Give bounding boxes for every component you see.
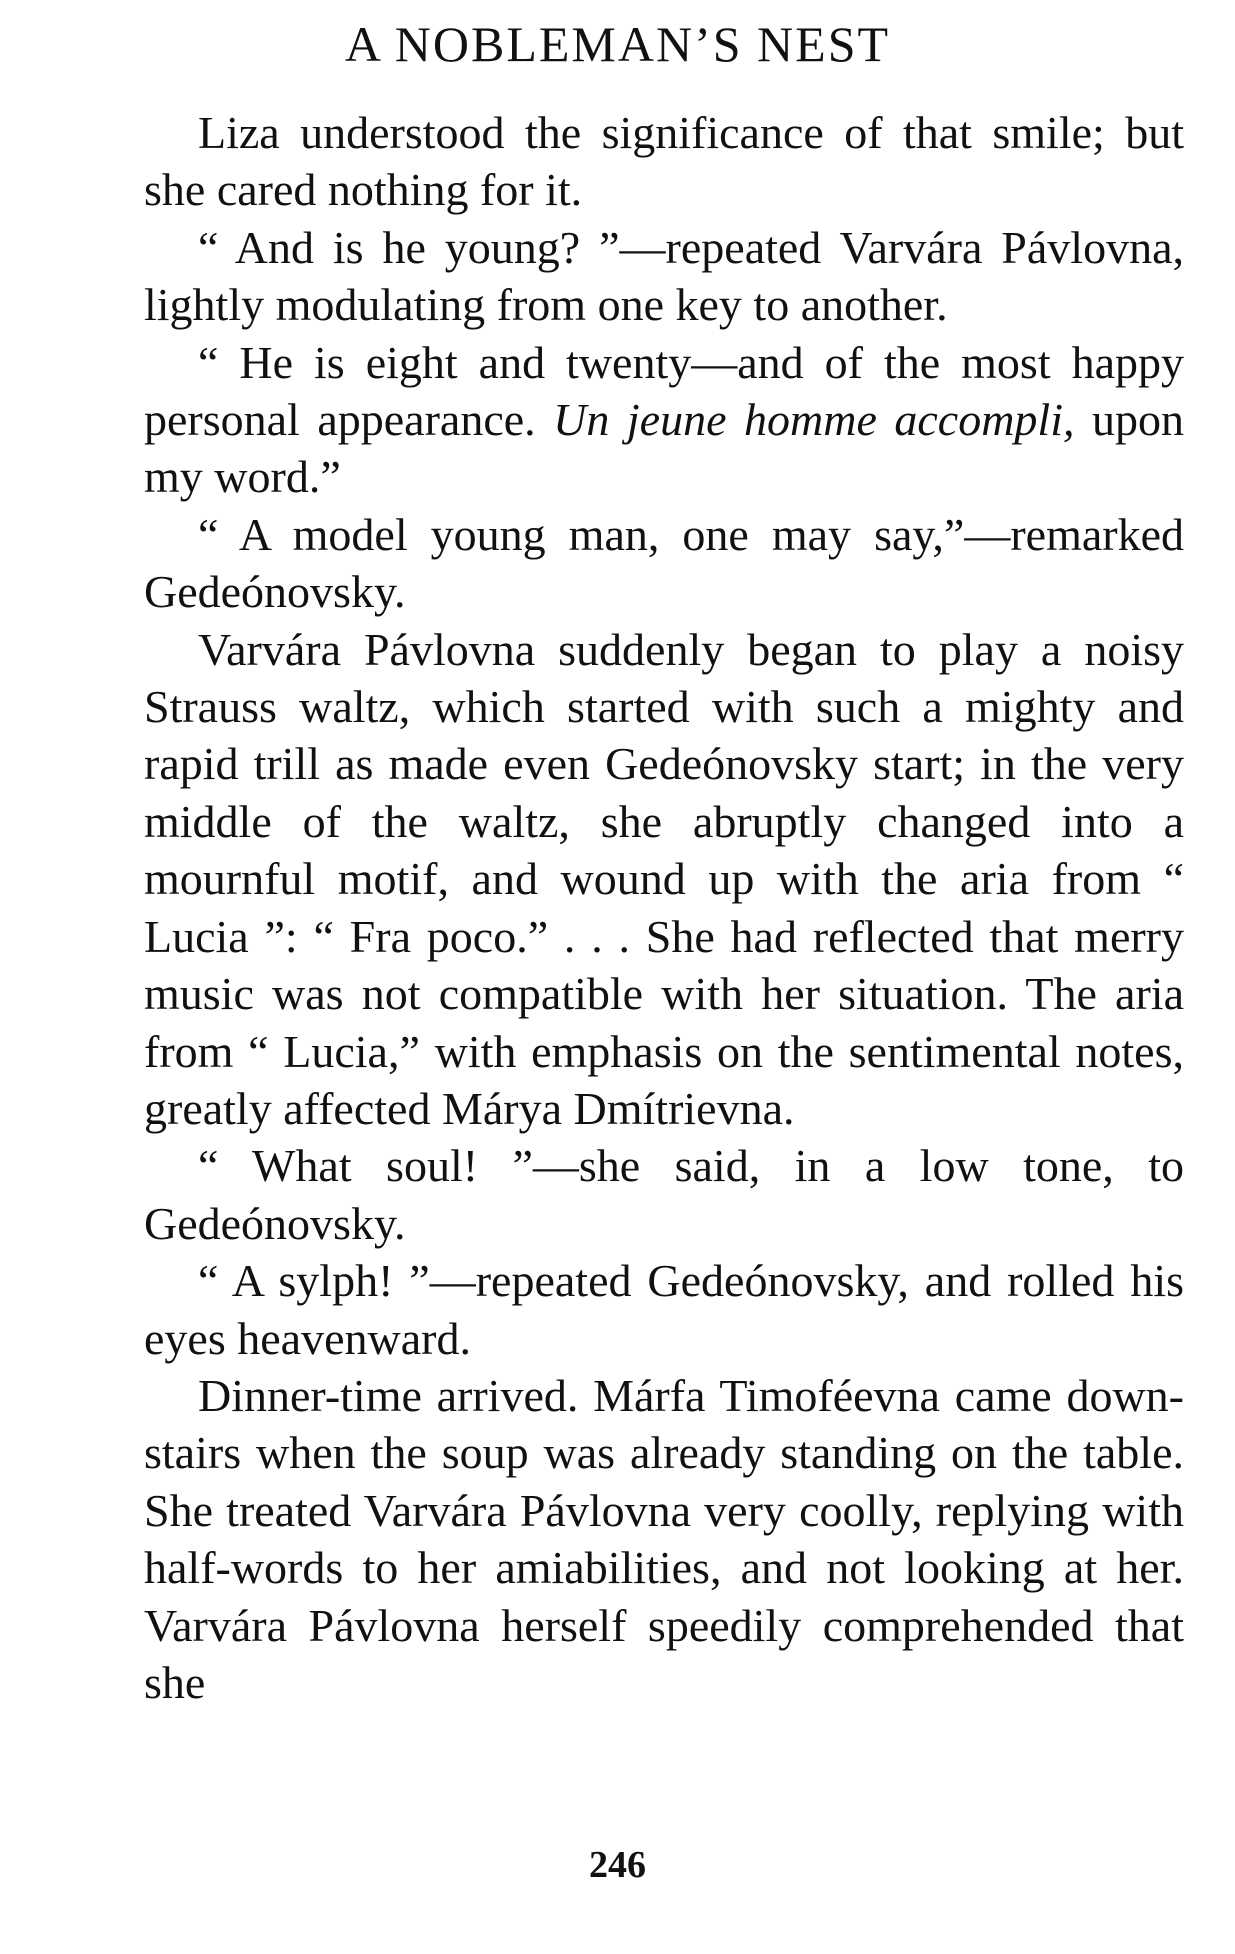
paragraph-4: “ A model young man, one may say,”—remarked Gedeónovsky. [144,508,1184,618]
paragraph-3 [144,334,1184,506]
running-head-title: A NOBLEMAN’S NEST [344,16,891,72]
paragraph-7: “ A sylph! ”—repeated Gedeónovsky, and rolled his eyes heavenward. [144,1255,1184,1364]
paragraph-3-text-before: “ He is eight and twenty—and of the most happy personal appearance. [144,336,1184,446]
paragraph-3-italic-phrase: Un jeune homme accompli, [553,394,1075,446]
page-number: 246 [589,1844,646,1886]
body-text [144,104,1184,1711]
paragraph-6: “ What soul! ”—she said, in a low tone, to Gedeónovsky. [144,1140,1184,1249]
paragraph-5: Varvára Pávlovna suddenly began to play a noisy Strauss waltz, which started with such a mighty and rapid trill as made even Gedeónovsky start; in the very middle of the waltz, she abruptly changed into a mournful motif, and wound up with the aria from “ Lucia ”: “ Fra poco.” . . . She had reflected that merry music was not compatible with her situation. The aria from “ Lucia,” with emphasis on the sentimental notes, greatly affected Márya Dmítrievna. [144,623,1184,1134]
paragraph-8: Dinner-time arrived. Márfa Timoféevna came down-stairs when the soup was already standing on the table. She treated Varvára Pávlovna very coolly, replying with half-words to her amiabilities, and not looking at her. Varvára Pávlovna herself speedily comprehended that she [144,1369,1184,1708]
paragraph-2: “ And is he young? ”—repeated Varvára Pávlovna, lightly modulating from one key to another. [144,221,1184,331]
paragraph-3-text-after: upon my word.” [144,394,1185,503]
paragraph-1: Liza understood the significance of that smile; but she cared nothing for it. [144,107,1184,216]
